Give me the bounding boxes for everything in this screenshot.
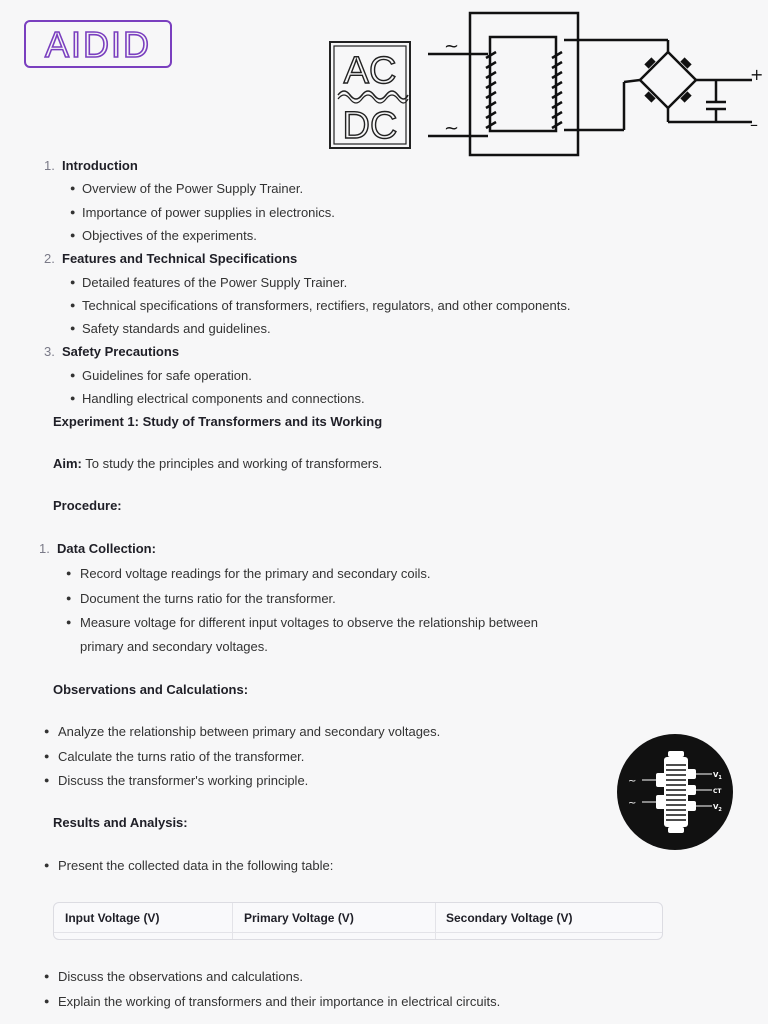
step-number: 1.: [39, 541, 50, 556]
badge-ct: CT: [713, 788, 722, 795]
aim-text: To study the principles and working of transformers.: [85, 456, 383, 471]
observation-table: [53, 902, 663, 940]
data-collection-item: [39, 541, 156, 556]
toc-number: 1.: [44, 158, 55, 173]
toc-item-1: [44, 158, 138, 173]
ac-label: AC: [343, 50, 397, 92]
toc-title: Introduction: [62, 158, 138, 173]
toc-subitem: ● Overview of the Power Supply Trainer.: [70, 181, 304, 196]
toc-item-2: [44, 251, 297, 266]
badge-v1: V: [713, 771, 719, 779]
logo-text: AIDID: [44, 24, 152, 65]
data-collection-bullet: ● Record voltage readings for the primary and secondary coils.: [66, 566, 431, 581]
toc-subitem: ● Technical specifications of transformers, rectifiers, regulators, and other components.: [70, 298, 571, 313]
toc-subitem: ● Objectives of the experiments.: [70, 228, 257, 243]
closing-bullet: ● Explain the working of transformers and their importance in electrical circuits.: [44, 994, 501, 1009]
observation-bullet: ● Calculate the turns ratio of the transformer.: [44, 749, 305, 764]
experiment-title: Experiment 1: Study of Transformers and its Working: [53, 414, 383, 429]
toc-title: Features and Technical Specifications: [62, 251, 298, 266]
dc-label: DC: [342, 105, 398, 147]
output-plus: +: [750, 65, 764, 84]
toc-subitem: ● Handling electrical components and connections.: [70, 391, 365, 406]
transformer-icon: [616, 733, 734, 851]
toc-number: 2.: [44, 251, 55, 266]
ac-dc-emblem: [328, 40, 412, 150]
data-collection-bullet: ● Document the turns ratio for the transformer.: [66, 591, 336, 606]
procedure-label: Procedure:: [53, 498, 122, 513]
power-supply-circuit-diagram: [424, 10, 768, 160]
observation-bullet: ● Discuss the transformer's working principle.: [44, 773, 309, 788]
table-row-divider: [54, 932, 662, 933]
aim-label: Aim:: [53, 456, 82, 471]
table-divider: [232, 903, 233, 939]
badge-v2-sub: 2: [718, 807, 722, 813]
closing-bullet: ● Discuss the observations and calculations.: [44, 969, 303, 984]
toc-subitem: ● Importance of power supplies in electronics.: [70, 205, 335, 220]
input-tilde-bottom: ~: [444, 118, 460, 139]
data-collection-bullet-continuation: primary and secondary voltages.: [80, 639, 268, 654]
observations-label: Observations and Calculations:: [53, 682, 249, 697]
toc-subitem: ● Guidelines for safe operation.: [70, 368, 252, 383]
table-header-input-voltage: Input Voltage (V): [65, 911, 160, 925]
step-title: Data Collection:: [57, 541, 156, 556]
data-collection-bullet: ● Measure voltage for different input voltages to observe the relationship between: [66, 615, 538, 630]
results-bullet: ● Present the collected data in the following table:: [44, 858, 334, 873]
badge-tilde-top: ~: [628, 776, 637, 787]
toc-title: Safety Precautions: [62, 344, 180, 359]
toc-subitem: ● Detailed features of the Power Supply Trainer.: [70, 275, 348, 290]
input-tilde-top: ~: [444, 36, 460, 57]
toc-subitem: ● Safety standards and guidelines.: [70, 321, 271, 336]
observation-bullet: ● Analyze the relationship between primary and secondary voltages.: [44, 724, 441, 739]
aim-line: [53, 456, 382, 471]
toc-number: 3.: [44, 344, 55, 359]
table-header-primary-voltage: Primary Voltage (V): [244, 911, 354, 925]
badge-tilde-bottom: ~: [628, 798, 637, 809]
table-divider: [435, 903, 436, 939]
output-minus: –: [750, 115, 758, 134]
toc-item-3: [44, 344, 179, 359]
table-header-secondary-voltage: Secondary Voltage (V): [446, 911, 573, 925]
badge-v2: V: [713, 803, 719, 811]
results-label: Results and Analysis:: [53, 815, 188, 830]
badge-v1-sub: 1: [718, 775, 722, 781]
aidid-logo: [24, 20, 172, 68]
